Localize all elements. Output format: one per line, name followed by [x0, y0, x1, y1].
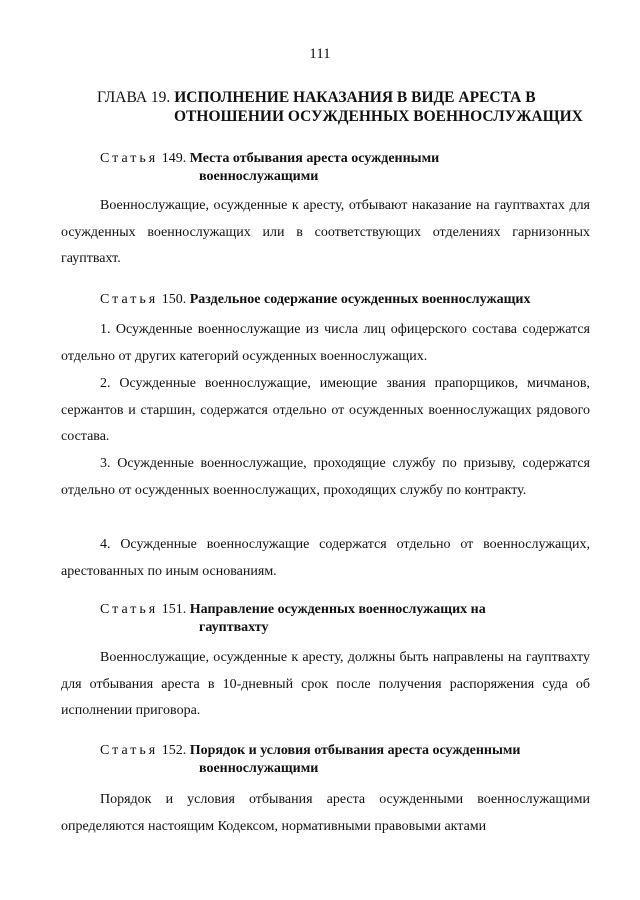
chapter-title-line1: ИСПОЛНЕНИЕ НАКАЗАНИЯ В ВИДЕ АРЕСТА В [174, 89, 536, 106]
article-word: Статья [100, 151, 159, 166]
article-title-line1: Направление осужденных военнослужащих на [189, 602, 486, 617]
article-title-line2: военнослужащими [199, 761, 319, 776]
chapter-label: ГЛАВА 19. [97, 89, 171, 106]
article-title-line1: Раздельное содержание осужденных военнослужащих [189, 292, 531, 307]
article-word: Статья [100, 292, 159, 307]
article-150-paragraph-3: 3. Осужденные военнослужащие, проходящие службу по призыву, содержатся отдельно от осужденных военнослужащих, проходящих службу по контракту. [61, 456, 590, 498]
article-150-paragraph-4: 4. Осужденные военнослужащие содержатся отдельно от военнослужащих, арестованных по иным основаниям. [61, 537, 590, 579]
article-title-line2: гауптвахту [199, 620, 269, 635]
article-152-paragraph-1: Порядок и условия отбывания ареста осужденными военнослужащими определяются настоящим Кодексом, нормативными правовыми актами [61, 792, 590, 834]
page-number: 111 [309, 46, 331, 62]
article-title-line1: Места отбывания ареста осужденными [189, 151, 440, 166]
article-title-line2: военнослужащими [199, 169, 319, 184]
article-number: 150. [161, 292, 187, 307]
chapter-heading [97, 88, 597, 126]
article-word: Статья [100, 602, 159, 617]
article-149-paragraph-1: Военнослужащие, осужденные к аресту, отбывают наказание на гауптвахтах для осужденных военнослужащих или в соответствующих отделениях гарнизонных гауптвахт. [61, 198, 590, 266]
article-number: 149. [161, 151, 187, 166]
article-150-heading [100, 291, 590, 309]
article-151-heading [100, 601, 590, 637]
article-150-paragraph-2: 2. Осужденные военнослужащие, имеющие звания прапорщиков, мичманов, сержантов и старшин, содержатся отдельно от осужденных военнослужащих рядового состава. [61, 376, 590, 444]
article-151-paragraph-1: Военнослужащие, осужденные к аресту, должны быть направлены на гауптвахту для отбывания ареста в 10-дневный срок после получения распоряжения суда об исполнении приговора. [61, 650, 590, 718]
chapter-title-line2: ОТНОШЕНИИ ОСУЖДЕННЫХ ВОЕННОСЛУЖАЩИХ [174, 108, 583, 125]
article-title-line1: Порядок и условия отбывания ареста осужденными [189, 743, 521, 758]
article-word: Статья [100, 743, 159, 758]
article-150-paragraph-1: 1. Осужденные военнослужащие из числа лиц офицерского состава содержатся отдельно от других категорий осужденных военнослужащих. [61, 322, 590, 364]
article-152-heading [100, 742, 590, 778]
article-149-heading [100, 150, 590, 186]
article-number: 152. [161, 743, 187, 758]
article-number: 151. [161, 602, 187, 617]
